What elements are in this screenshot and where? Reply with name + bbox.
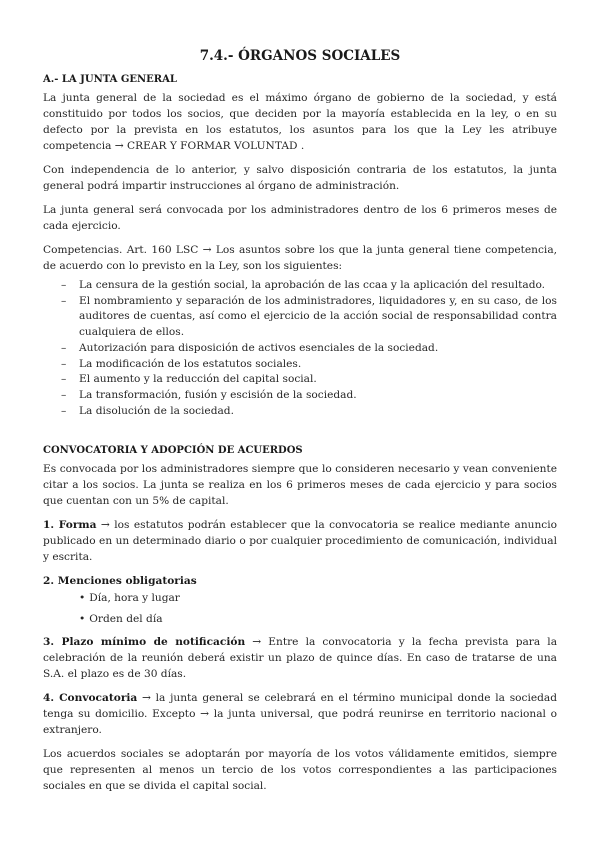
menciones-list	[43, 588, 557, 630]
paragraph-convocatoria-intro: Es convocada por los administradores siempre que lo consideren necesario y vean conveniente citar a los socios. La junta se realiza en los 6 primeros meses de cada ejercicio y para socios que cuentan con un 5% de capital.	[43, 463, 557, 508]
menciones-label: 2. Menciones obligatorias	[43, 575, 197, 588]
plazo-text: → Entre la convocatoria y la fecha prevista para la celebración de la reunión deberá existir un plazo de quince días. En caso de tratarse de una S.A. el plazo es de 30 días.	[43, 636, 558, 681]
paragraph-acuerdos: Los acuerdos sociales se adoptarán por mayoría de los votos válidamente emitidos, siempre que representen al menos un tercio de los votos correspondientes a las participaciones sociales en que se divida el capital social.	[43, 748, 557, 793]
list-item: – La modificación de los estatutos sociales.	[79, 357, 557, 373]
page-title: 7.4.- ÓRGANOS SOCIALES	[199, 48, 401, 64]
list-item: – El nombramiento y separación de los administradores, liquidadores y, en su caso, de los auditores de cuentas, así como el ejercicio de la acción social de responsabilidad contra cualquiera de ellos.	[79, 294, 557, 341]
list-item: – La censura de la gestión social, la aprobación de las ccaa y la aplicación del resultado.	[79, 278, 557, 294]
section-heading-junta-general: A.- LA JUNTA GENERAL	[43, 74, 177, 85]
list-item: – Autorización para disposición de activos esenciales de la sociedad.	[79, 341, 557, 357]
forma-text: → los estatutos podrán establecer que la convocatoria se realice mediante anuncio publicado en un determinado diario o por cualquier procedimiento de comunicación, individual y escrita.	[43, 519, 557, 564]
competencias-list	[43, 278, 557, 419]
list-item: – La transformación, fusión y escisión de la sociedad.	[79, 388, 557, 404]
list-item: – El aumento y la reducción del capital social.	[79, 372, 557, 388]
paragraph-menciones	[43, 573, 557, 589]
plazo-label: 3. Plazo mínimo de notificación	[43, 636, 246, 649]
paragraph-forma	[43, 517, 557, 565]
paragraph-competencias: Competencias. Art. 160 LSC → Los asuntos sobre los que la junta general tiene competencia, de acuerdo con lo previsto en la Ley, son los siguientes:	[43, 244, 557, 272]
section-heading-convocatoria: CONVOCATORIA Y ADOPCIÓN DE ACUERDOS	[43, 445, 303, 457]
paragraph-convocation: La junta general será convocada por los administradores dentro de los 6 primeros meses de cada ejercicio.	[43, 204, 557, 232]
list-item: • Día, hora y lugar	[79, 588, 557, 609]
convocatoria-label: 4. Convocatoria	[43, 692, 138, 705]
convocatoria-text: → la junta general se celebrará en el término municipal donde la sociedad tenga su domicilio. Excepto → la junta universal, que podrá reunirse en territorio nacional o extranjero.	[43, 692, 557, 737]
paragraph-plazo	[43, 634, 557, 682]
list-item: – La disolución de la sociedad.	[79, 404, 557, 420]
paragraph-definition: La junta general de la sociedad es el máximo órgano de gobierno de la sociedad, y está constituido por todos los socios, que deciden por la mayoría establecida en la ley, o en su defecto por la prevista en los estatutos, los asuntos para los que la Ley les atribuye competencia → CREAR Y FORMAR VOLUNTAD .	[43, 92, 557, 152]
paragraph-convocatoria	[43, 690, 557, 738]
forma-label: 1. Forma	[43, 519, 97, 532]
spacer	[43, 429, 557, 445]
list-item: • Orden del día	[79, 609, 557, 630]
paragraph-instructions: Con independencia de lo anterior, y salvo disposición contraria de los estatutos, la junta general podrá impartir instrucciones al órgano de administración.	[43, 164, 557, 192]
